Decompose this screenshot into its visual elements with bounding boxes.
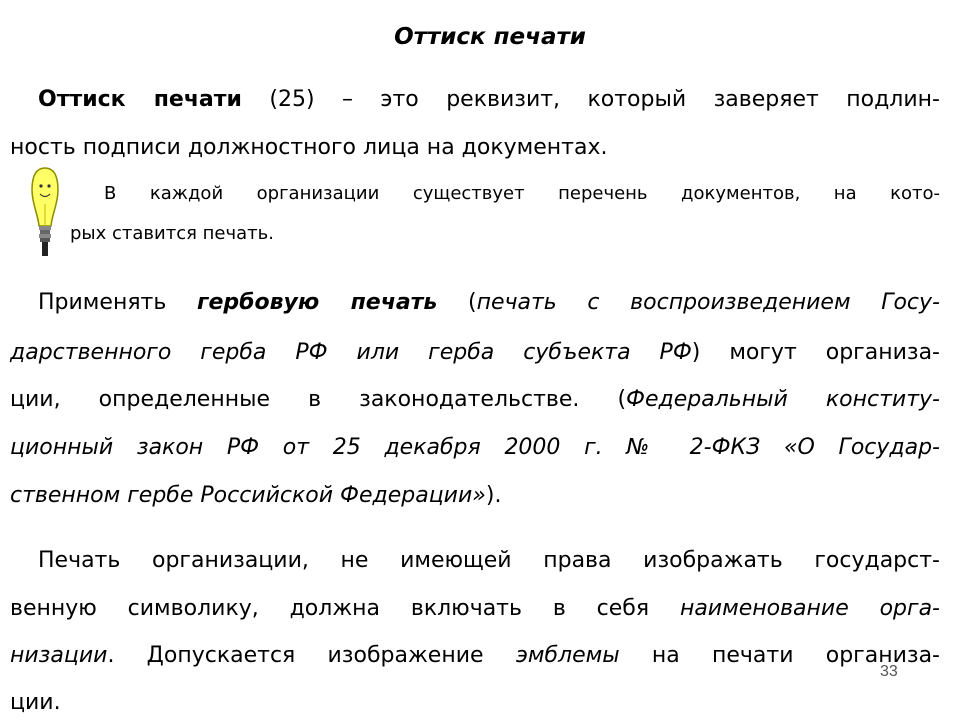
coat-paragraph-line-2: [10, 338, 940, 368]
definition-term: Оттиск печати: [38, 87, 242, 112]
org-paragraph-line-3: [10, 641, 940, 671]
coat-l5-b: ).: [485, 483, 502, 508]
coat-paragraph-line-1: [10, 288, 940, 318]
org-l3-b: . Допускается изображение: [107, 643, 516, 668]
note-line-1: [70, 181, 940, 207]
org-paragraph-line-4: ции.: [10, 690, 61, 715]
org-l3-c: эмблемы: [515, 643, 620, 668]
coat-paragraph-line-5: [10, 481, 940, 511]
org-l3-d: на печати организа-: [619, 643, 940, 668]
coat-l2-b: ) могут организа-: [691, 340, 940, 365]
note-text-1: В каждой организации существует перечень документов, на кото-: [104, 183, 940, 204]
coat-l3-a: ции, определенные в законодательстве. (: [10, 387, 627, 412]
org-l2-a: венную символику, должна включать в себя: [10, 596, 680, 621]
coat-l1-a: Применять: [38, 290, 197, 315]
coat-paragraph-line-3: [10, 385, 940, 415]
org-paragraph-line-2: [10, 594, 940, 624]
page-number: 33: [880, 663, 898, 680]
coat-l1-c: печать с воспроизведением Госу-: [476, 290, 940, 315]
coat-l2-a: дарственного герба РФ или герба субъекта РФ: [10, 340, 692, 365]
definition-text-1: (25) – это реквизит, который заверяет подлин-: [241, 87, 940, 112]
org-l1: Печать организации, не имеющей права изображать государст-: [38, 548, 940, 573]
coat-l3-b: Федеральный конститу-: [626, 387, 940, 412]
coat-paragraph-line-4: ционный закон РФ от 25 декабря 2000 г. № 2-ФКЗ «О Государ-: [10, 435, 940, 460]
definition-line-2: ность подписи должностного лица на документах.: [10, 135, 608, 160]
lightbulb-icon: [30, 164, 60, 260]
coat-l5-a: ственном гербе Российской Федерации»: [10, 483, 486, 508]
coat-l1-b: (: [437, 290, 477, 315]
slide-title: Оттиск печати: [394, 24, 586, 50]
definition-line-1: [10, 85, 940, 115]
note-line-2: рых ставится печать.: [70, 223, 274, 244]
coat-term: гербовую печать: [197, 290, 438, 315]
org-l3-a: низации: [10, 643, 108, 668]
org-paragraph-line-1: [10, 546, 940, 576]
org-l2-b: наименование орга-: [679, 596, 940, 621]
